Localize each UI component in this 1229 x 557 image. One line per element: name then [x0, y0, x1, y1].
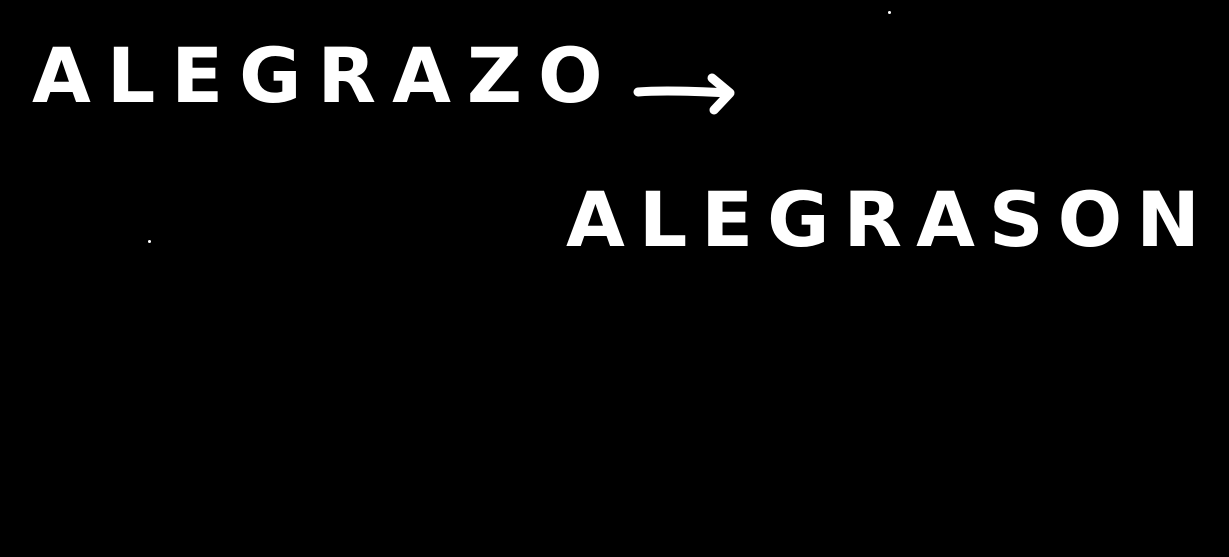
ink-speck: [148, 240, 151, 243]
source-word: ALEGRAZO: [32, 31, 619, 120]
right-arrow-icon: [632, 62, 742, 122]
target-word: ALEGRASON: [566, 175, 1214, 264]
ink-speck: [888, 11, 891, 14]
